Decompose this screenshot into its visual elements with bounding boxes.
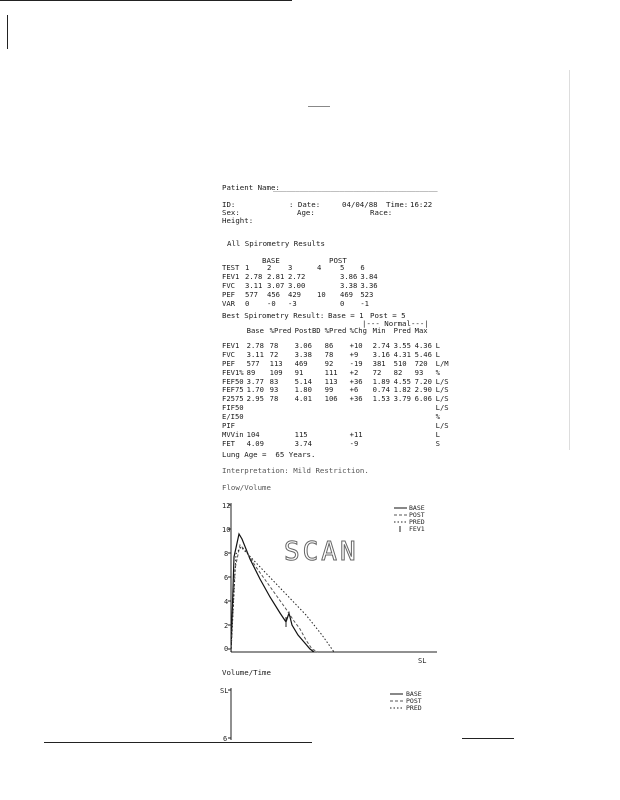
cell: 1.70 — [246, 385, 264, 395]
base-equals: Base = 1 — [328, 311, 364, 320]
cell: PIF — [222, 421, 235, 431]
left-scan-mark — [7, 15, 8, 49]
cell: 0.74 — [372, 385, 390, 395]
cell: %Pred — [269, 326, 292, 335]
cell: 2.81 — [267, 271, 285, 281]
table-row — [222, 404, 452, 413]
interpretation: Interpretation: Mild Restriction. — [222, 466, 369, 475]
cell — [350, 404, 373, 413]
cell: 577 — [246, 358, 260, 368]
cell: +2 — [349, 367, 359, 377]
cell: 469 — [340, 289, 353, 299]
cell: 469 — [294, 358, 308, 368]
volume-time-chart — [220, 684, 460, 746]
cell — [373, 431, 394, 440]
cell: +9 — [349, 349, 359, 359]
legend-label: PRED — [406, 704, 422, 712]
cell — [373, 413, 394, 422]
cell: 3.36 — [360, 280, 378, 290]
cell: 381 — [372, 358, 386, 368]
cell: +36 — [349, 394, 363, 404]
cell — [373, 422, 394, 431]
table-row — [222, 440, 452, 449]
cell: Min — [372, 326, 386, 335]
cell: FVC — [222, 280, 235, 290]
cell: 93 — [269, 385, 279, 395]
cell — [394, 413, 415, 422]
all-results-title: All Spirometry Results — [227, 239, 325, 248]
cell: +10 — [349, 340, 363, 350]
post-group-label: POST — [329, 256, 347, 265]
table-row — [222, 300, 381, 309]
flow-volume-chart — [222, 497, 462, 667]
cell — [325, 440, 350, 449]
cell — [394, 404, 415, 413]
y-tick-label: 10 — [222, 526, 231, 534]
cell — [373, 440, 394, 449]
cell: 3.86 — [340, 271, 358, 281]
cell: F2575 — [222, 394, 244, 404]
cell: 3.16 — [372, 349, 390, 359]
volume-time-legend — [390, 690, 422, 712]
cell: S — [435, 438, 440, 448]
cell: -3 — [288, 298, 297, 308]
cell: PEF — [222, 358, 235, 368]
cell: +11 — [349, 429, 363, 439]
cell: E/I50 — [222, 412, 244, 422]
cell: -1 — [360, 298, 369, 308]
cell: % — [435, 412, 440, 422]
cell: Pred — [393, 326, 411, 335]
y-tick-label: 4 — [224, 598, 229, 606]
best-results-table — [222, 327, 452, 449]
cell: 1.89 — [372, 376, 390, 386]
cell: L — [435, 340, 440, 350]
cell: 1.53 — [372, 394, 390, 404]
legend-label: POST — [406, 697, 422, 705]
cell: 720 — [414, 358, 428, 368]
cell — [415, 413, 436, 422]
x-axis-label: SL — [418, 657, 427, 665]
cell: FEF50 — [222, 376, 244, 386]
cell: 4.55 — [393, 376, 411, 386]
cell — [373, 404, 394, 413]
cell: 2.95 — [246, 394, 264, 404]
cell — [325, 413, 350, 422]
cell: 3.77 — [246, 376, 264, 386]
cell: 523 — [360, 289, 374, 299]
cell: L/S — [435, 394, 449, 404]
age-label: Age: — [297, 208, 315, 217]
all-results-table — [222, 264, 381, 309]
cell: 0 — [340, 298, 345, 308]
cell — [247, 404, 270, 413]
legend-label: BASE — [406, 690, 422, 698]
cell: TEST — [222, 263, 240, 272]
y-tick-label: 6 — [224, 574, 229, 582]
cell: 3.79 — [393, 394, 411, 404]
cell — [270, 431, 295, 440]
cell — [325, 422, 350, 431]
legend-label: PRED — [409, 518, 425, 526]
cell: 4.31 — [393, 349, 411, 359]
top-dash-mark — [308, 106, 330, 107]
flow-volume-title: Flow/Volume — [222, 483, 271, 492]
cell: %Chg — [349, 326, 367, 335]
cell — [415, 440, 436, 449]
y-tick-label: 2 — [224, 622, 229, 630]
cell — [295, 413, 325, 422]
cell: 93 — [414, 367, 424, 377]
cell: 3.38 — [294, 349, 312, 359]
bottom-scan-edge-right — [462, 738, 514, 739]
cell — [394, 431, 415, 440]
cell: 5.46 — [414, 349, 432, 359]
cell: L/M — [435, 358, 449, 368]
id-label: ID: — [222, 200, 236, 209]
patient-name-line: _____________________________________ — [273, 183, 438, 192]
cell: 113 — [324, 376, 338, 386]
cell: 4.09 — [246, 438, 264, 448]
cell: 3.84 — [360, 271, 378, 281]
cell — [415, 431, 436, 440]
base-group-label: BASE — [262, 256, 280, 265]
patient-name-label: Patient Name: — [222, 183, 280, 192]
time-value: 16:22 — [410, 200, 433, 209]
cell: FEV1 — [222, 340, 240, 350]
cell: 3.11 — [246, 349, 264, 359]
cell: 3.55 — [393, 340, 411, 350]
legend-label: POST — [409, 511, 425, 519]
cell: 104 — [246, 429, 260, 439]
sex-label: Sex: — [222, 208, 240, 217]
best-results-rows — [222, 342, 452, 449]
cell: 1.82 — [393, 385, 411, 395]
legend-label: BASE — [409, 504, 425, 512]
cell — [325, 404, 350, 413]
cell: L — [435, 349, 440, 359]
cell: VAR — [222, 298, 235, 308]
cell: 2.78 — [246, 340, 264, 350]
cell: 1.80 — [294, 385, 312, 395]
cell: 78 — [269, 340, 279, 350]
time-label: Time: — [386, 200, 409, 209]
cell: % — [435, 367, 440, 377]
cell: 4 — [317, 263, 322, 272]
cell — [270, 404, 295, 413]
cell — [222, 327, 247, 336]
cell: FEF75 — [222, 385, 244, 395]
cell — [415, 404, 436, 413]
cell: 72 — [269, 349, 279, 359]
cell: -19 — [349, 358, 363, 368]
y-axis-label-top: SL — [220, 687, 229, 695]
cell: 4.01 — [294, 394, 312, 404]
cell — [270, 422, 295, 431]
cell: FVC — [222, 349, 235, 359]
cell — [270, 413, 295, 422]
cell: MVVin — [222, 429, 244, 439]
cell: 72 — [372, 367, 382, 377]
cell: 109 — [269, 367, 283, 377]
cell: 86 — [324, 340, 334, 350]
cell: 82 — [393, 367, 403, 377]
cell — [415, 422, 436, 431]
cell: 106 — [324, 394, 338, 404]
cell: 577 — [245, 289, 258, 299]
top-scan-edge — [0, 0, 292, 1]
cell — [394, 422, 415, 431]
cell: L/S — [435, 385, 449, 395]
cell: +6 — [349, 385, 359, 395]
cell: 3.00 — [288, 280, 306, 290]
cell: 99 — [324, 385, 334, 395]
cell: 113 — [269, 358, 283, 368]
cell: 92 — [324, 358, 334, 368]
cell: L — [435, 429, 440, 439]
cell: FIF50 — [222, 403, 244, 413]
cell: 3 — [288, 263, 293, 272]
cell: 2.72 — [288, 271, 306, 281]
cell: 456 — [267, 289, 280, 299]
best-results-header-row — [222, 327, 452, 336]
cell: 5 — [340, 263, 345, 272]
cell: -9 — [349, 438, 359, 448]
cell: L/S — [435, 403, 449, 413]
post-equals: Post = 5 — [370, 311, 406, 320]
race-label: Race: — [370, 208, 393, 217]
cell: 4.36 — [414, 340, 432, 350]
height-label: Height: — [222, 216, 254, 225]
cell: 111 — [324, 367, 338, 377]
cell: 115 — [294, 429, 308, 439]
cell: 3.06 — [294, 340, 312, 350]
y-tick-label: 12 — [222, 502, 231, 510]
cell: 0 — [245, 298, 250, 308]
cell: 510 — [393, 358, 407, 368]
cell: FEV1 — [222, 271, 240, 281]
cell: 2 — [267, 263, 272, 272]
y-tick-label: 0 — [224, 645, 229, 653]
cell: 83 — [269, 376, 279, 386]
flow-volume-legend — [394, 504, 425, 533]
cell: -0 — [267, 298, 276, 308]
cell: L/S — [435, 421, 449, 431]
table-row — [222, 413, 452, 422]
cell: 7.20 — [414, 376, 432, 386]
cell: 10 — [317, 289, 326, 299]
cell: 91 — [294, 367, 304, 377]
cell: 3.07 — [267, 280, 285, 290]
cell: PEF — [222, 289, 235, 299]
cell: 6 — [360, 263, 365, 272]
cell — [325, 431, 350, 440]
cell: 6.06 — [414, 394, 432, 404]
right-margin-speck — [569, 70, 570, 450]
cell — [247, 413, 270, 422]
cell — [317, 300, 340, 309]
cell: 5.14 — [294, 376, 312, 386]
cell: 78 — [324, 349, 334, 359]
volume-time-title: Volume/Time — [222, 668, 271, 677]
cell — [436, 327, 452, 336]
best-results-title: Best Spirometry Result: — [222, 311, 325, 320]
cell — [394, 440, 415, 449]
y-tick-label: 8 — [224, 550, 229, 558]
cell: FEV1% — [222, 367, 244, 377]
cell: 2.74 — [372, 340, 390, 350]
cell: 3.74 — [294, 438, 312, 448]
cell: 2.78 — [245, 271, 263, 281]
date-value: 04/04/88 — [342, 200, 378, 209]
cell: FET — [222, 438, 235, 448]
cell: 2.90 — [414, 385, 432, 395]
date-label: : Date: — [289, 200, 321, 209]
cell — [295, 404, 325, 413]
cell: 3.38 — [340, 280, 358, 290]
lung-age: Lung Age = 65 Years. — [222, 450, 316, 459]
cell: 3.11 — [245, 280, 263, 290]
cell — [317, 273, 340, 282]
cell: Base — [246, 326, 264, 335]
cell: 89 — [246, 367, 256, 377]
legend-label: FEV1 — [409, 525, 425, 533]
cell — [350, 413, 373, 422]
cell: 78 — [269, 394, 279, 404]
cell: +36 — [349, 376, 363, 386]
cell: Max — [414, 326, 428, 335]
cell: 429 — [288, 289, 301, 299]
table-row — [222, 395, 452, 404]
normal-range-bracket: |--- Normal---| — [362, 319, 429, 328]
cell — [270, 440, 295, 449]
cell: L/S — [435, 376, 449, 386]
cell: PostBD — [294, 326, 321, 335]
y-axis-label-bottom: 6 — [223, 735, 228, 743]
cell: %Pred — [324, 326, 347, 335]
cell: 1 — [245, 263, 250, 272]
scan-stamp: SCAN — [284, 537, 359, 567]
